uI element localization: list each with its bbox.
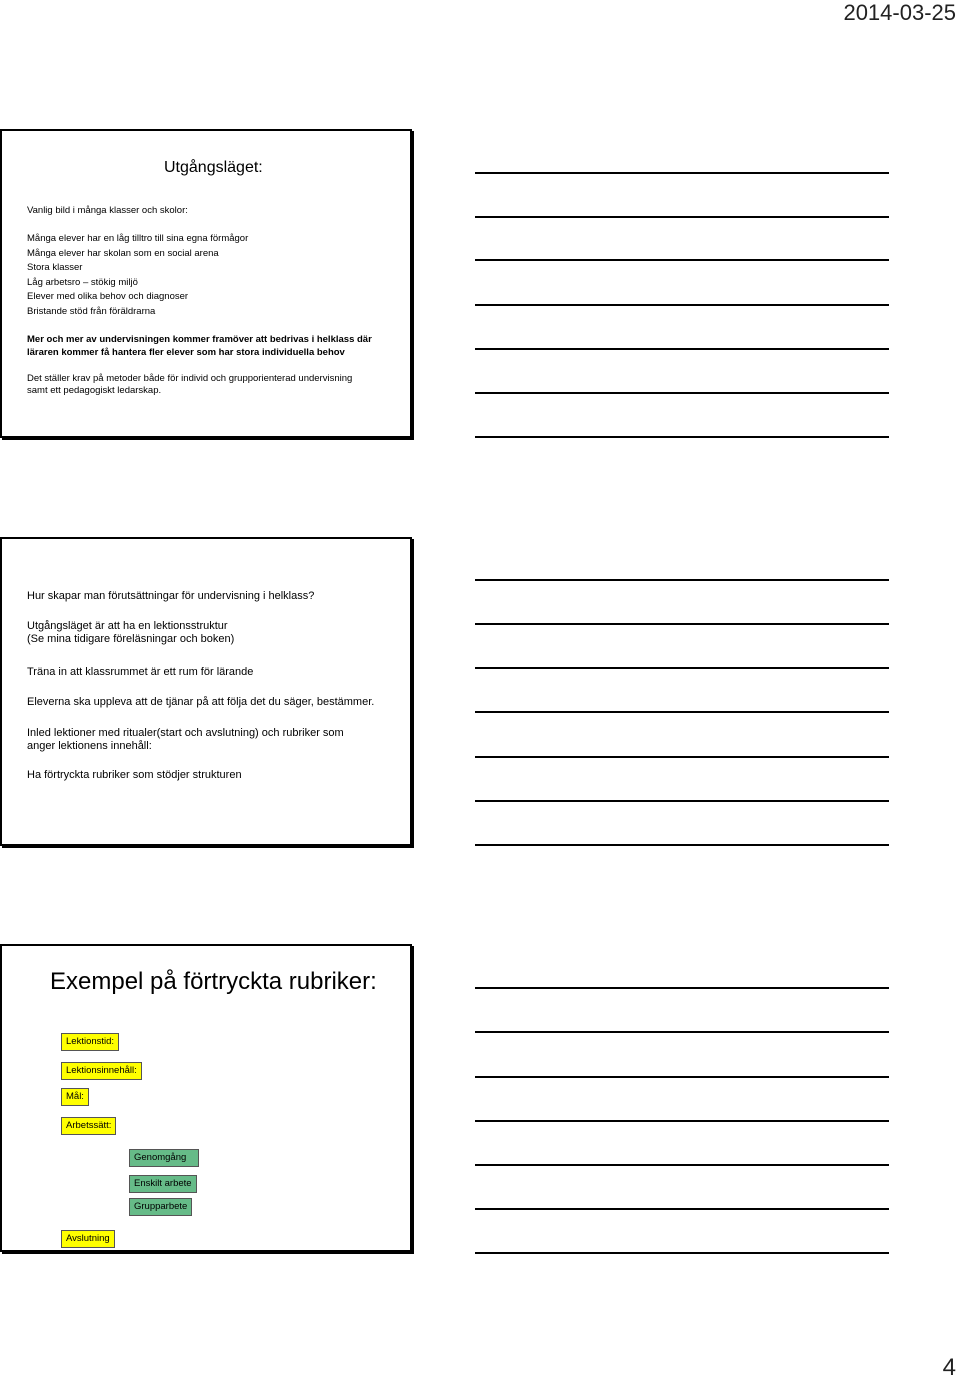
text-line: Utgångsläget är att ha en lektionsstruktur	[27, 620, 228, 632]
list-item: Bristande stöd från föräldrarna	[27, 305, 156, 317]
note-line	[475, 1164, 889, 1166]
note-line	[475, 1031, 889, 1033]
list-item: Stora klasser	[27, 262, 83, 274]
slide-2-train: Träna in att klassrummet är ett rum för lärande	[27, 666, 254, 678]
list-item: Elever med olika behov och diagnoser	[27, 291, 189, 303]
note-line	[475, 392, 889, 394]
label-enskilt-arbete: Enskilt arbete	[129, 1175, 197, 1193]
para-line: Det ställer krav på metoder både för individ och grupporienterad undervisning	[27, 373, 353, 384]
note-line	[475, 844, 889, 846]
slide-1-list	[27, 232, 248, 320]
slide-1-intro: Vanlig bild i många klasser och skolor:	[27, 205, 188, 216]
text-line: Inled lektioner med ritualer(start och avslutning) och rubriker som	[27, 727, 344, 739]
label-lektionsinnehall: Lektionsinnehåll:	[61, 1062, 142, 1080]
note-line	[475, 304, 889, 306]
slide-2	[0, 537, 412, 846]
note-line	[475, 1076, 889, 1078]
slide-1	[0, 129, 412, 438]
slide-1-bold-paragraph	[27, 334, 397, 359]
label-lektionstid: Lektionstid:	[61, 1033, 119, 1051]
note-line	[475, 1208, 889, 1210]
slide-3	[0, 944, 412, 1252]
label-genomgang: Genomgång	[129, 1149, 199, 1167]
slide-2-question: Hur skapar man förutsättningar för undervisning i helklass?	[27, 590, 315, 602]
note-line	[475, 216, 889, 218]
slide-2-start	[27, 620, 234, 646]
note-line	[475, 259, 889, 261]
slide-3-title: Exempel på förtryckta rubriker:	[50, 968, 377, 995]
note-line	[475, 623, 889, 625]
note-line	[475, 579, 889, 581]
note-line	[475, 1120, 889, 1122]
slide-1-paragraph	[27, 373, 397, 396]
list-item: Låg arbetsro – stökig miljö	[27, 276, 138, 288]
slide-2-students: Eleverna ska uppleva att de tjänar på att följa det du säger, bestämmer.	[27, 696, 375, 708]
note-line	[475, 987, 889, 989]
bold-line: Mer och mer av undervisningen kommer framöver att bedrivas i helklass där	[27, 334, 372, 345]
note-line	[475, 667, 889, 669]
label-grupparbete: Grupparbete	[129, 1198, 192, 1216]
label-mal: Mål:	[61, 1088, 89, 1106]
header-date: 2014-03-25	[843, 0, 956, 25]
para-line: samt ett pedagogiskt ledarskap.	[27, 384, 162, 396]
label-arbetssatt: Arbetssätt:	[61, 1117, 116, 1135]
note-line	[475, 172, 889, 174]
slide-2-preprinted: Ha förtryckta rubriker som stödjer strukturen	[27, 769, 242, 781]
text-line: (Se mina tidigare föreläsningar och boken)	[27, 633, 235, 645]
list-item: Många elever har en låg tilltro till sina egna förmågor	[27, 233, 249, 244]
label-avslutning: Avslutning	[61, 1230, 115, 1248]
slide-1-title: Utgångsläget:	[164, 159, 263, 176]
note-line	[475, 1252, 889, 1254]
note-line	[475, 756, 889, 758]
note-line	[475, 436, 889, 438]
note-line	[475, 348, 889, 350]
note-line	[475, 800, 889, 802]
text-line: anger lektionens innehåll:	[27, 740, 152, 752]
list-item: Många elever har skolan som en social arena	[27, 247, 219, 259]
slide-2-rituals	[27, 727, 344, 753]
note-line	[475, 711, 889, 713]
page-number: 4	[942, 1354, 956, 1381]
bold-line: läraren kommer få hantera fler elever som har stora individuella behov	[27, 346, 345, 358]
